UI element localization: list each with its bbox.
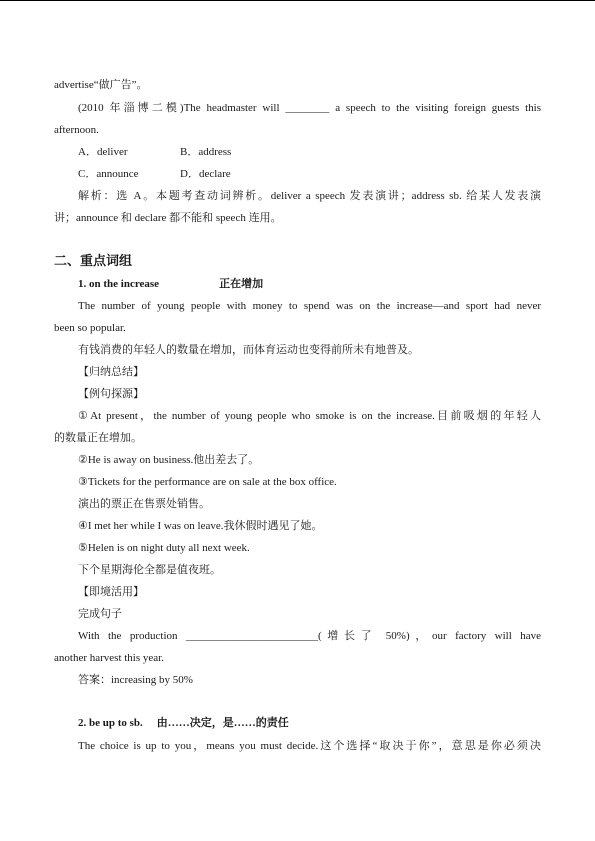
exercise-line-1: With the production ________________________(增长了 50%)，our factory will have xyxy=(78,630,541,642)
phrase-title-en: 1. on the increase xyxy=(78,278,160,290)
text-line: advertise“做广告”。 xyxy=(54,79,148,91)
example-en-line-1: The number of young people with money to spend was on the increase—and sport had never xyxy=(78,300,541,312)
analysis-line-1: 解析：选 A。本题考查动词辨析。deliver a speech 发表演讲；address sb. 给某人发表演 xyxy=(78,190,541,202)
example-3-en: ③Tickets for the performance are on sale at the box office. xyxy=(78,476,337,488)
tag-examples: 【例句探源】 xyxy=(78,388,144,400)
exercise-instruction: 完成句子 xyxy=(78,608,122,620)
example-3-cn: 演出的票正在售票处销售。 xyxy=(78,498,210,510)
section-heading: 二、重点词组 xyxy=(54,253,133,268)
phrase-title-1 xyxy=(78,277,263,291)
tag-summary: 【归纳总结】 xyxy=(78,366,144,378)
example-5-en: ⑤Helen is on night duty all next week. xyxy=(78,542,250,554)
question-stem-cont: afternoon. xyxy=(54,124,99,136)
example-cn: 有钱消费的年轻人的数量在增加，而体育运动也变得前所未有地普及。 xyxy=(78,344,419,356)
question-stem: (2010 年淄博二模)The headmaster will ________ a speech to the visiting foreign guests this xyxy=(78,102,541,114)
example-en-line-2: been so popular. xyxy=(54,322,126,334)
phrase-title-cn: 正在增加 xyxy=(219,278,264,290)
analysis-line-2: 讲；announce 和 declare 都不能和 speech 连用。 xyxy=(54,212,282,224)
example-2: ②He is away on business.他出差去了。 xyxy=(78,454,260,466)
option-b: B．address xyxy=(180,146,232,158)
phrase-title-en: 2. be up to sb. xyxy=(78,717,143,729)
option-c: C．announce xyxy=(78,168,139,180)
example-1-line-2: 的数量正在增加。 xyxy=(54,432,142,444)
answer: 答案：increasing by 50% xyxy=(78,674,193,686)
example-en-line-1: The choice is up to you，means you must decide.这个选择“取决于你”，意思是你必须决 xyxy=(78,740,541,752)
exercise-line-2: another harvest this year. xyxy=(54,652,164,664)
tag-apply: 【即境活用】 xyxy=(78,586,144,598)
options-row-1 xyxy=(78,145,558,159)
example-4: ④I met her while I was on leave.我休假时遇见了她。 xyxy=(78,520,323,532)
option-a: A．deliver xyxy=(78,146,128,158)
option-d: D．declare xyxy=(180,168,231,180)
example-1-line-1: ①At present，the number of young people who smoke is on the increase.目前吸烟的年轻人 xyxy=(78,410,541,422)
phrase-title-cn: 由……决定，是……的责任 xyxy=(156,717,289,729)
example-5-cn: 下个星期海伦全都是值夜班。 xyxy=(78,564,221,576)
phrase-title-2 xyxy=(78,716,289,730)
options-row-2 xyxy=(78,167,558,181)
